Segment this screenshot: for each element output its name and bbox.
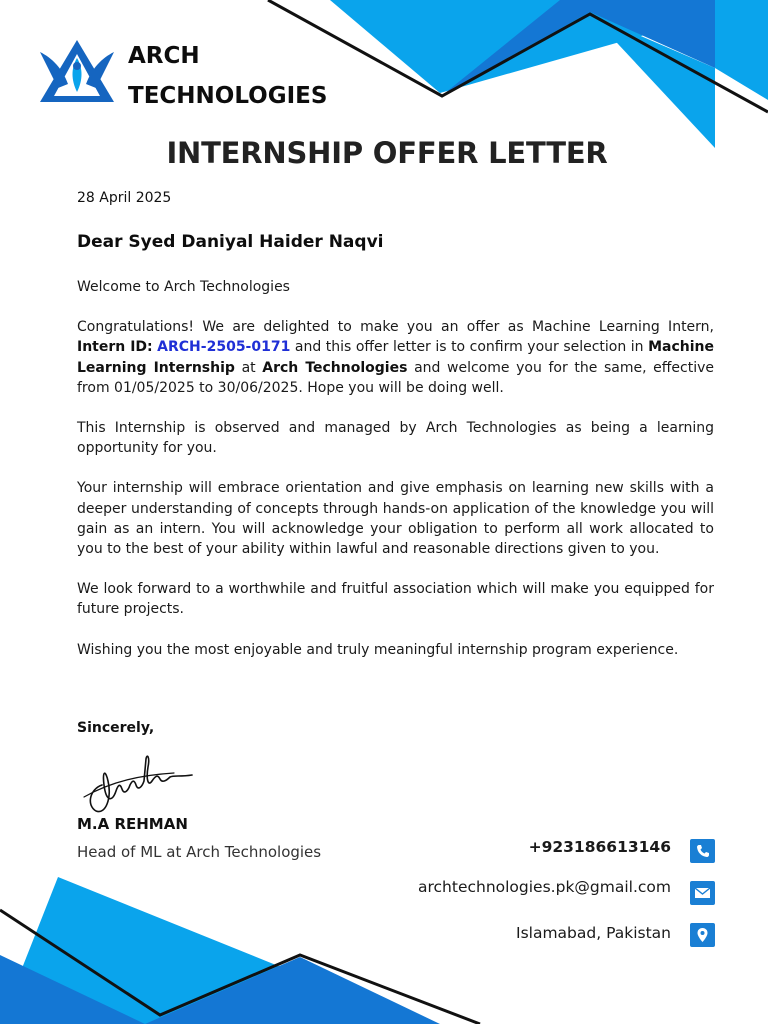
letter-title: INTERNSHIP OFFER LETTER	[166, 136, 608, 170]
observation-paragraph: This Internship is observed and managed by Arch Technologies as being a learning opportunity for you.	[77, 420, 714, 457]
company-name: Arch Technologies	[262, 359, 408, 376]
signature-image	[82, 745, 200, 817]
phone-icon	[690, 839, 715, 863]
association-paragraph: We look forward to a worthwhile and fruitful association which will make you equipped for future projects.	[77, 581, 714, 618]
signatory-title: Head of ML at Arch Technologies	[77, 843, 322, 861]
offer-text-2: and this offer letter is to confirm your selection in	[290, 339, 649, 356]
top-right-corner	[715, 0, 768, 100]
intern-id-label: Intern ID:	[77, 339, 153, 356]
welcome-paragraph: Welcome to Arch Technologies	[77, 279, 290, 295]
program-name: Machine Learning Internship	[77, 339, 714, 376]
contact-phone: +923186613146	[528, 838, 671, 856]
contact-email: archtechnologies.pk@gmail.com	[417, 878, 671, 896]
mail-icon	[690, 881, 715, 905]
offer-text-4: and welcome you for the same, effective from 01/05/2025 to 30/06/2025. Hope you will be doing well.	[77, 359, 715, 396]
salutation: Dear Syed Daniyal Haider Naqvi	[77, 232, 384, 252]
letter-body	[77, 277, 714, 680]
offer-text-3: at	[234, 359, 263, 376]
brand-line-2: TECHNOLOGIES	[128, 83, 328, 109]
offer-text-1: Congratulations! We are delighted to make you an offer as Machine Learning Intern,	[77, 319, 714, 336]
wishes-paragraph: Wishing you the most enjoyable and truly meaningful internship program experience.	[77, 641, 679, 658]
brand-name	[128, 36, 327, 116]
offer-paragraph	[77, 317, 714, 398]
location-pin-icon	[690, 923, 715, 947]
intern-id: ARCH-2505-0171	[157, 339, 291, 356]
closing: Sincerely,	[77, 720, 155, 736]
orientation-paragraph: Your internship will embrace orientation and give emphasis on learning new skills with a deeper understanding of concepts through hands-on application of the knowledge you will gain as an intern. You will acknowledge your obligation to perform all work allocated to you to the best of your ability within lawful and reasonable directions given to you.	[77, 480, 714, 558]
signatory-name: M.A REHMAN	[77, 815, 188, 833]
contact-address: Islamabad, Pakistan	[516, 924, 671, 942]
brand-line-1: ARCH	[128, 43, 200, 69]
letter-date: 28 April 2025	[77, 190, 172, 206]
arch-technologies-logo-icon	[38, 38, 116, 104]
